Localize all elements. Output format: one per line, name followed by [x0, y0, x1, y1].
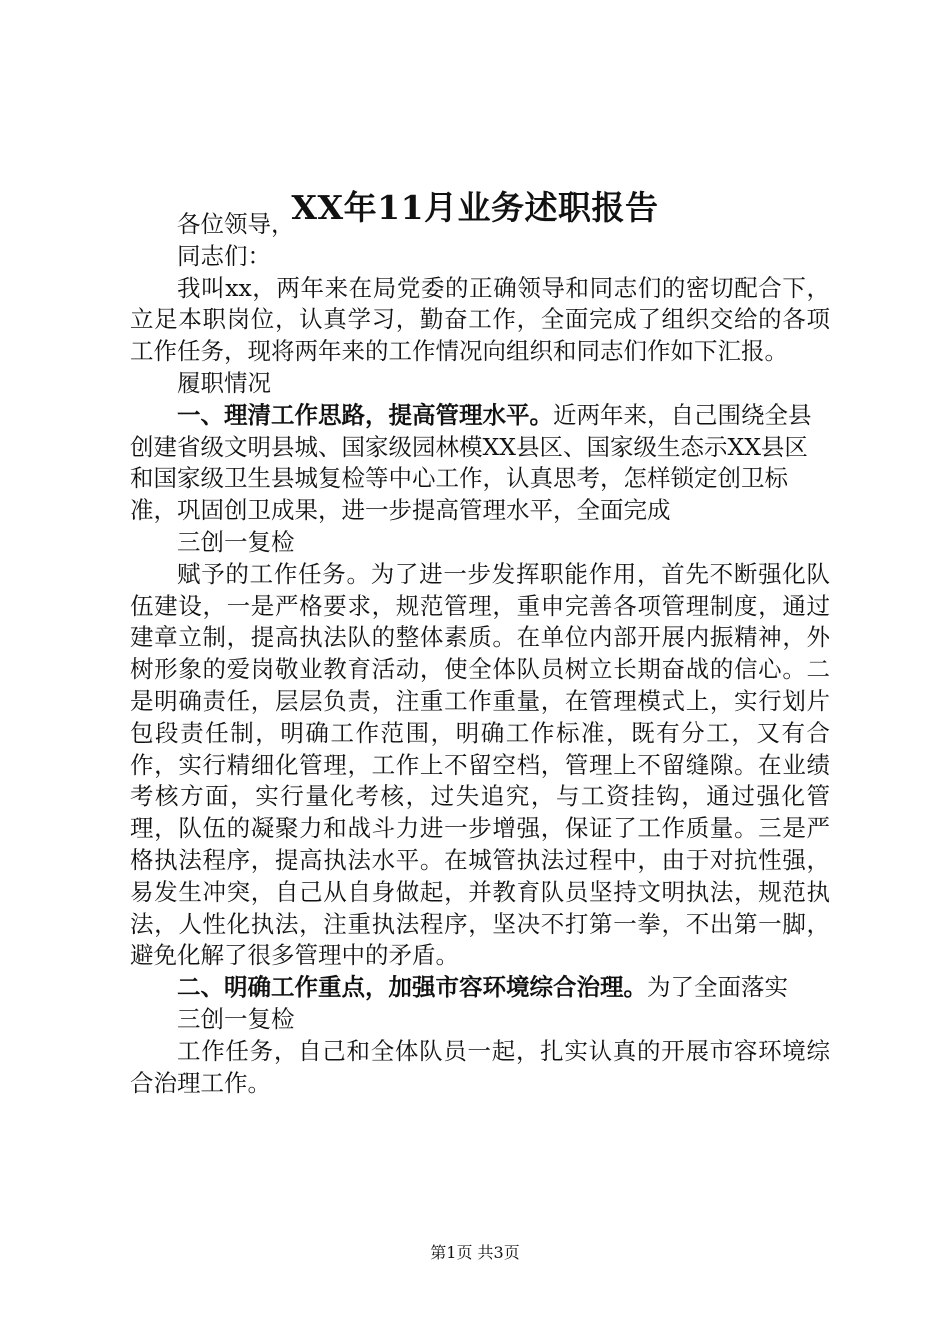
- section-two-heading: 二、明确工作重点，加强市容环境综合治理。: [177, 973, 647, 1002]
- work-detail-paragraph: 赋予的工作任务。为了进一步发挥职能作用，首先不断强化队伍建设，一是严格要求，规范管理，重申完善各项管理制度，通过建章立制，提高执法队的整体素质。在单位内部开展内振精神，外树形象的爱岗敬业教育活动，使全体队员树立长期奋战的信心。二是明确责任，层层负责，注重工作重量，在管理模式上，实行划片包段责任制，明确工作范围，明确工作标准，既有分工，又有合作，实行精细化管理，工作上不留空档，管理上不留缝隙。在业绩考核方面，实行量化考核，过失追究，与工资挂钩，通过强化管理，队伍的凝聚力和战斗力进一步增强，保证了工作质量。三是严格执法程序，提高执法水平。在城管执法过程中，由于对抗性强，易发生冲突，自己从自身做起，并教育队员坚持文明执法，规范执法，人性化执法，注重执法程序，坚决不打第一拳，不出第一脚，避免化解了很多管理中的矛盾。: [130, 559, 830, 970]
- page-footer: 第1页 共3页: [430, 1243, 520, 1262]
- section-two-text: 为了全面落实: [647, 973, 788, 1002]
- intro-paragraph: 我叫xx，两年来在局党委的正确领导和同志们的密切配合下，立足本职岗位，认真学习，勤奋工作，全面完成了组织交给的各项工作任务，现将两年来的工作情况向组织和同志们作如下汇报。: [130, 273, 830, 366]
- section-one-paragraph: [130, 400, 830, 527]
- salutation-leaders: 各位领导，: [177, 210, 295, 238]
- section-one-heading: 一、理清工作思路，提高管理水平。: [177, 400, 553, 429]
- document-title: XX年11月业务述职报告: [291, 188, 659, 227]
- closing-paragraph: 工作任务，自己和全体队员一起，扎实认真的开展市容环境综合治理工作。: [130, 1036, 830, 1097]
- salutation-comrades: 同志们：: [177, 241, 271, 270]
- section-label: 履职情况: [177, 368, 271, 397]
- document-body: [130, 209, 830, 1099]
- campaign-label-1: 三创一复检: [177, 527, 295, 556]
- section-one-text: 近两年来，自己围绕全县创建省级文明县城、国家级园林模XX县区、国家级生态示XX县区和国家级卫生县城复检等中心工作，认真思考，怎样锁定创卫标准，巩固创卫成果，进一步提高管理水平，全面完成: [130, 400, 812, 525]
- campaign-label-2: 三创一复检: [177, 1004, 295, 1033]
- section-two-paragraph: [130, 972, 830, 1004]
